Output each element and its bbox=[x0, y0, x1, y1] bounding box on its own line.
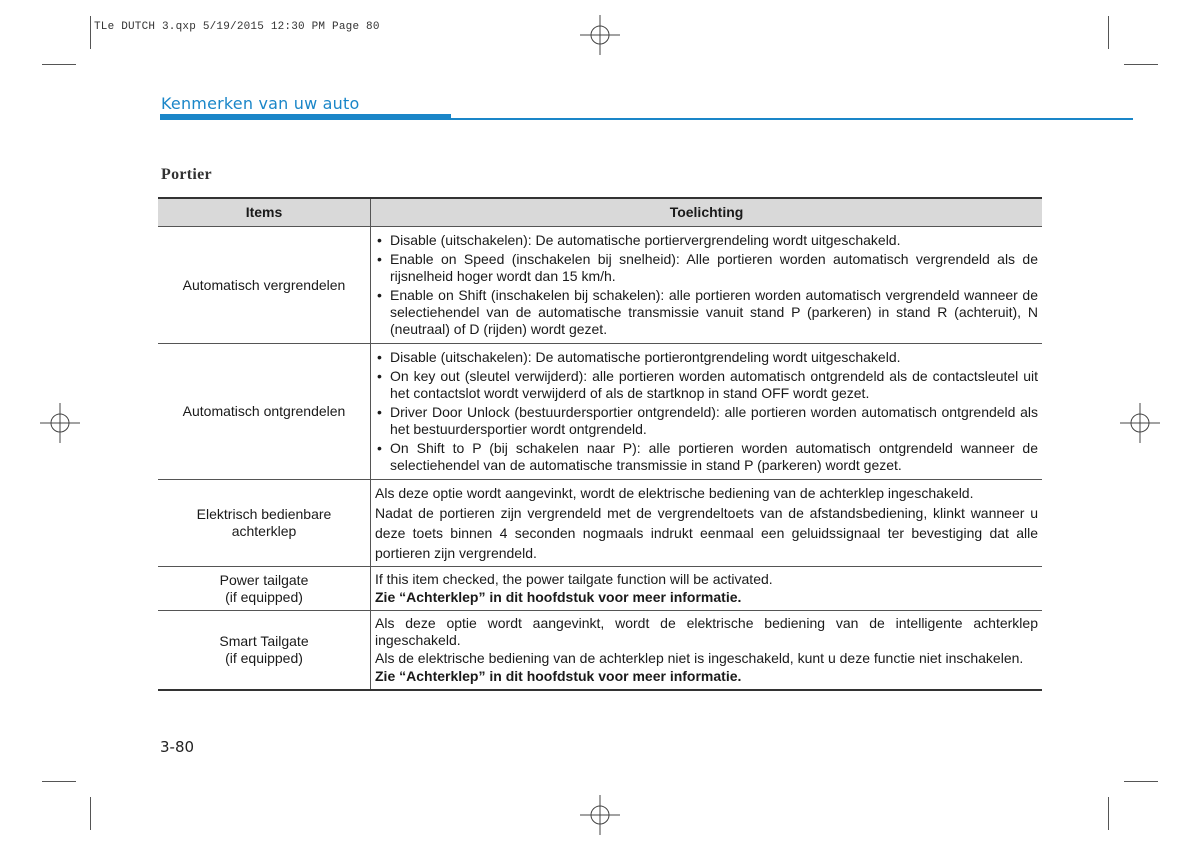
paragraph: Nadat de portieren zijn vergrendeld met de vergrendeltoets van de afstandsbediening, klinkt wanneer u deze toets binnen 4 seconden nogmaals indrukt eenmaal een geluidssignaal ter bevestiging dat alle portieren zijn vergrendeld. bbox=[375, 505, 1038, 561]
page-number: 3-80 bbox=[160, 738, 195, 756]
crop-mark bbox=[1124, 64, 1158, 65]
cross-reference-note: Zie “Achterklep” in dit hoofdstuk voor meer informatie. bbox=[375, 668, 742, 684]
registration-mark-icon bbox=[580, 795, 620, 835]
description-cell bbox=[371, 227, 1043, 344]
column-header-toelichting: Toelichting bbox=[371, 198, 1043, 227]
description-cell bbox=[371, 344, 1043, 480]
description-cell bbox=[371, 480, 1043, 567]
item-cell bbox=[158, 480, 371, 567]
item-cell: Automatisch vergrendelen bbox=[158, 227, 371, 344]
print-slug: TLe DUTCH 3.qxp 5/19/2015 12:30 PM Page 80 bbox=[94, 21, 380, 33]
item-line: Smart Tailgate bbox=[219, 633, 309, 649]
registration-mark-icon bbox=[1120, 403, 1160, 443]
table-row bbox=[158, 567, 1042, 611]
cross-reference-note: Zie “Achterklep” in dit hoofdstuk voor meer informatie. bbox=[375, 589, 742, 605]
paragraph: Als de elektrische bediening van de achterklep niet is ingeschakeld, kunt u deze functie niet inschakelen. bbox=[375, 650, 1024, 666]
header-rule-thin bbox=[451, 118, 1133, 120]
table-row bbox=[158, 611, 1042, 691]
table-row bbox=[158, 227, 1042, 344]
crop-mark bbox=[42, 64, 76, 65]
crop-mark bbox=[90, 797, 91, 830]
table-row bbox=[158, 480, 1042, 567]
item-cell bbox=[158, 611, 371, 691]
crop-mark bbox=[1108, 16, 1109, 49]
settings-table bbox=[158, 197, 1042, 691]
table-header-row bbox=[158, 198, 1042, 227]
description-cell bbox=[371, 567, 1043, 611]
paragraph: Als deze optie wordt aangevinkt, wordt de elektrische bediening van de intelligente achterklep ingeschakeld. bbox=[375, 615, 1038, 648]
item-line: (if equipped) bbox=[225, 588, 303, 605]
crop-mark bbox=[42, 781, 76, 782]
list-item: • On Shift to P (bij schakelen naar P): alle portieren worden automatisch ontgrendeld wanneer de selectiehendel van de automatische transmissie in stand P (parkeren) wordt gezet. bbox=[375, 440, 1038, 474]
item-line: Elektrisch bedienbare bbox=[196, 506, 332, 522]
description-cell bbox=[371, 611, 1043, 691]
list-item: • On key out (sleutel verwijderd): alle portieren worden automatisch ontgrendeld als de contactsleutel uit het contactslot wordt verwijderd of als de startknop in stand OFF wordt gezet. bbox=[375, 368, 1038, 402]
header-rule-thick bbox=[160, 114, 451, 120]
paragraph: If this item checked, the power tailgate function will be activated. bbox=[375, 571, 773, 587]
item-line: Power tailgate bbox=[219, 571, 309, 588]
section-title: Kenmerken van uw auto bbox=[161, 94, 360, 113]
crop-mark bbox=[1108, 797, 1109, 830]
item-line: (if equipped) bbox=[225, 650, 303, 666]
item-cell: Automatisch ontgrendelen bbox=[158, 344, 371, 480]
crop-mark bbox=[1124, 781, 1158, 782]
list-item: • Enable on Shift (inschakelen bij schakelen): alle portieren worden automatisch vergrendeld wanneer de selectiehendel van de automatische transmissie vanuit stand P (parkeren) in stand R (achteruit), N (neutraal) of D (rijden) wordt gezet. bbox=[375, 287, 1038, 338]
list-item: • Enable on Speed (inschakelen bij snelheid): Alle portieren worden automatisch vergrendeld als de rijsnelheid hoger wordt dan 15 km/h. bbox=[375, 251, 1038, 285]
list-item: • Disable (uitschakelen): De automatische portierontgrendeling wordt uitgeschakeld. bbox=[375, 349, 1038, 366]
table-row bbox=[158, 344, 1042, 480]
registration-mark-icon bbox=[40, 403, 80, 443]
column-header-items: Items bbox=[158, 198, 371, 227]
item-line: achterklep bbox=[231, 523, 297, 539]
list-item: • Disable (uitschakelen): De automatische portiervergrendeling wordt uitgeschakeld. bbox=[375, 232, 1038, 249]
list-item: • Driver Door Unlock (bestuurdersportier ontgrendeld): alle portieren worden automatisch ontgrendeld als het bestuurdersportier wordt ontgrendeld. bbox=[375, 404, 1038, 438]
paragraph: Als deze optie wordt aangevinkt, wordt de elektrische bediening van de achterklep ingeschakeld. bbox=[375, 485, 974, 501]
subheading: Portier bbox=[161, 166, 212, 183]
item-cell bbox=[158, 567, 371, 611]
crop-mark bbox=[90, 16, 91, 49]
registration-mark-icon bbox=[580, 15, 620, 55]
